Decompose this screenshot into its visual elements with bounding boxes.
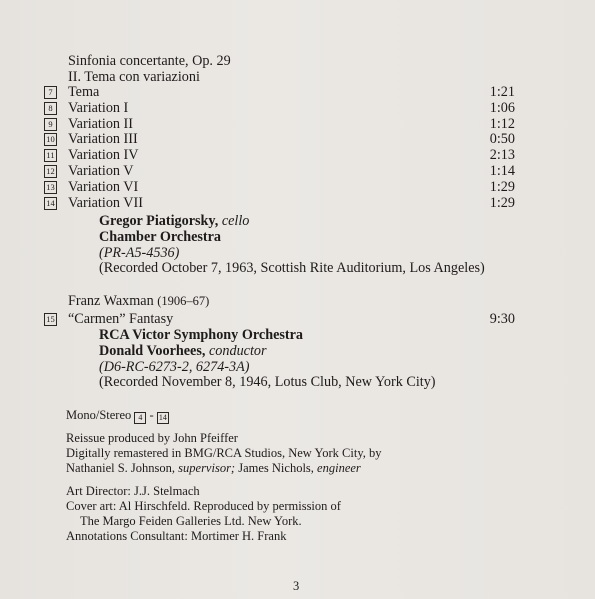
track-duration: 0:50 [489,131,515,148]
composer-heading [68,293,209,309]
track-number: 8 [44,102,57,115]
page-number: 3 [293,579,300,593]
track-number: 13 [44,181,57,194]
track-title: Variation VI [68,178,139,195]
track-number: 11 [44,149,57,162]
track-number: 14 [44,197,57,210]
range-dash: - [149,408,154,422]
recording-info: (Recorded October 7, 1963, Scottish Rite Auditorium, Los Angeles) [99,260,485,276]
conductor-role: conductor [208,343,267,359]
track-duration: 1:29 [489,178,515,195]
engineer-credit [66,460,361,476]
engineer-name: James Nichols, [238,461,314,475]
supervisor-role: supervisor; [178,461,236,475]
work-title: Sinfonia concertante, Op. 29 [68,53,231,69]
track-duration: 1:14 [489,163,515,179]
cover-art-credit: Cover art: Al Hirschfeld. Reproduced by permission of [66,499,341,513]
catalog-number: (D6-RC-6273-2, 6274-3A) [99,359,250,375]
gallery-credit: The Margo Feiden Galleries Ltd. New York. [80,514,302,528]
mono-stereo-note [66,407,169,424]
mono-stereo-label: Mono/Stereo [66,408,132,422]
track-duration: 2:13 [489,147,515,164]
track-number: 14 [158,413,167,422]
composer-dates: (1906–67) [157,294,210,308]
engineer-role: engineer [317,461,361,475]
movement-title: II. Tema con variazioni [68,69,200,85]
ensemble: Chamber Orchestra [99,229,222,245]
reissue-credit: Reissue produced by John Pfeiffer [66,431,238,445]
track-duration: 1:21 [489,84,515,100]
remaster-credit: Digitally remastered in BMG/RCA Studios, New York City, by [66,446,382,460]
track-title: “Carmen” Fantasy [68,311,174,327]
art-director-credit: Art Director: J.J. Stelmach [66,484,200,498]
track-title: Variation III [68,131,138,148]
recording-info: (Recorded November 8, 1946, Lotus Club, New York City) [99,374,436,390]
track-title: Tema [68,84,100,100]
track-title: Variation I [68,99,129,116]
track-title: Variation IV [68,147,139,164]
soloist [99,213,249,229]
track-duration: 9:30 [489,311,515,327]
soloist-instrument: cello [221,213,250,229]
track-number: 15 [44,313,57,326]
track-title: Variation VII [68,194,143,211]
track-number: 10 [44,133,57,146]
annotations-credit: Annotations Consultant: Mortimer H. Frank [66,529,287,543]
conductor-name: Donald Voorhees, [99,343,206,359]
track-title: Variation V [68,163,134,179]
orchestra: RCA Victor Symphony Orchestra [99,327,304,343]
catalog-number: (PR-A5-4536) [99,245,180,261]
track-number: 4 [134,412,146,424]
supervisor-name: Nathaniel S. Johnson, [66,461,176,475]
track-duration: 1:29 [489,194,515,211]
soloist-name: Gregor Piatigorsky, [99,213,219,229]
conductor [99,343,267,359]
track-duration: 1:12 [489,115,515,132]
track-duration: 1:06 [489,99,515,116]
track-number: 12 [44,165,57,178]
track-number: 9 [44,118,57,131]
composer-name: Franz Waxman [68,293,154,309]
track-title: Variation II [68,115,133,132]
track-number: 7 [44,86,57,99]
